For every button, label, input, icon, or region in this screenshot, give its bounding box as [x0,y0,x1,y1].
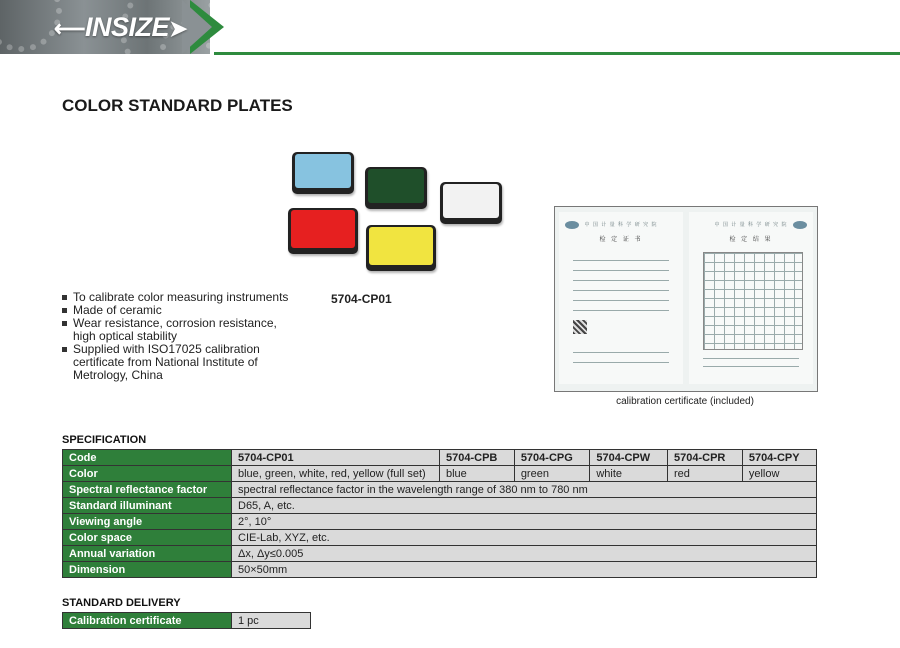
header-rule [214,52,900,55]
model-label: 5704-CP01 [331,292,392,306]
plate-red [288,208,358,254]
qr-code-icon [573,320,587,334]
plate-green [365,167,427,209]
table-row: Color blue, green, white, red, yellow (full set) blue green white red yellow [63,466,817,482]
plate-blue [292,152,354,194]
table-row: Code 5704-CP01 5704-CPB 5704-CPG 5704-CPW 5704-CPR 5704-CPY [63,450,817,466]
certificate-image [554,206,818,392]
certificate-page: 中 国 计 量 科 学 研 究 院 检 定 结 果 [689,212,813,384]
table-row: Standard illuminant D65, A, etc. [63,498,817,514]
plate-face [443,184,499,218]
certificate-page: 中 国 计 量 科 学 研 究 院 检 定 证 书 [559,212,683,384]
delivery-heading: STANDARD DELIVERY [62,597,181,609]
table-row: Dimension 50×50mm [63,562,817,578]
feature-list [62,291,292,382]
delivery-table [62,612,311,629]
specification-table [62,449,817,578]
page-header [0,0,900,56]
results-grid [703,252,803,350]
plate-face [369,227,433,265]
table-row: Annual variation Δx, Δy≤0.005 [63,546,817,562]
page-title: COLOR STANDARD PLATES [62,96,293,115]
plate-white [440,182,502,224]
plate-face [295,154,351,188]
table-row: Calibration certificate 1 pc [63,613,311,629]
feature-item: Wear resistance, corrosion resistance, high optical stability [62,317,292,343]
plate-face [368,169,424,203]
plate-face [291,210,355,248]
feature-item: Made of ceramic [62,304,292,317]
table-row: Spectral reflectance factor spectral reflectance factor in the wavelength range of 380 nm to 780 nm [63,482,817,498]
feature-item: To calibrate color measuring instruments [62,291,292,304]
plate-yellow [366,225,436,271]
feature-item: Supplied with ISO17025 calibration certificate from National Institute of Metrology, China [62,343,292,382]
table-row: Viewing angle 2°, 10° [63,514,817,530]
insize-logo: ⟵INSIZE➤ [54,12,187,42]
table-row: Color space CIE-Lab, XYZ, etc. [63,530,817,546]
specification-heading: SPECIFICATION [62,434,147,446]
certificate-caption: calibration certificate (included) [616,396,754,407]
